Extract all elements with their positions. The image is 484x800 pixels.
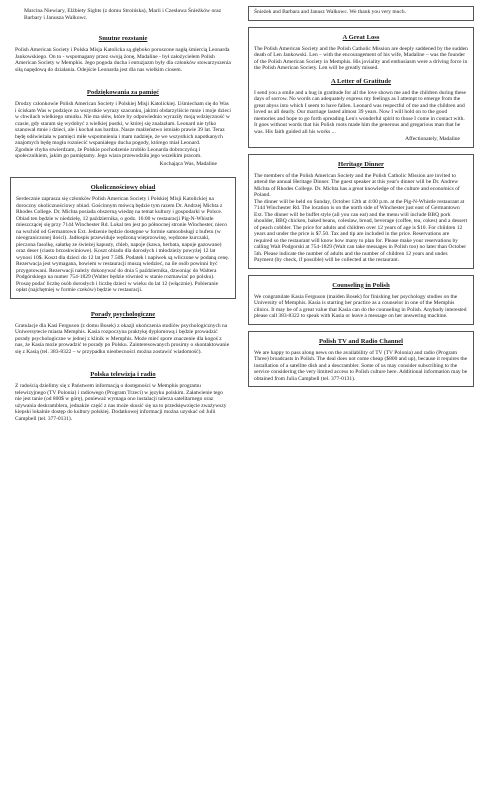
article-obiad [10,177,236,299]
article-title: A Letter of Gratitude [330,77,392,85]
article-body: We congratulate Kasia Ferguson (maiden Bosek) for finishing her psychology studies on the University of Memphis. Kasia is starting her practice as a counselor in one of the Memphis clinics. It may be of a great value that Kasia can do the counseling in Polish. Anybody interested please call 383-8322 to speak with Kasia or leave a message on her answering machine. [254,293,467,319]
article-podziekowania [10,83,236,171]
article-body: Serdecznie zaprasza się członków Polish American Society i Polskiej Misji Katolickiej na doroczny okolicznościowy obiad. Gościnnym mówcą będzie tym razem Dr. Andrzej Michta z Rhodes College. Dr. Michta posiada obszerną wiedzę na temat kultury i gospodarki w Polsce. Obiad ten będzie w niedzielę, 12 października, o godz. 16:00 w restauracji Pig-N-Whistle mieszczącej się przy 7144 Winchester Rd. Lokal ten jest po północnej stronie Winchester, nieco na wschód od Germantown Ext. Jedzenie będzie dostępne w formie samoobsługi z bufetu (w nieograniczonej ilości). Jadłospis przewiduje wędzoną wieprzowinę, wędzone kurczaki, pieczona fasolkę, sałatkę ze świeżej kapusty, chleb, napoje (kawa, herbata, napoje gazowane) oraz deser (ciasto brzoskwiniowe). Koszt obiadu dla dorosłych i młodzieży powyżej 12 lat wynosi 10$. Koszt dla dzieci do 12 lat jest 7.50$. Podatek i napiwek są wliczone w podaną cenę. Rezerwacja jest wymagana, bowiem w restauracji muszą wiedzieć, na ile osób powinni być przygotowani. Rezerwacji należy dokonywać do dnia 5 października, dzwoniąc do Waltera Podgórskiego na numer 754-1829 (Walter będzie również w stanie rozmawiać po polsku). Proszę podać liczbę osób dorosłych i liczbę dzieci w wieku do lat 12 (włącznie). Pobieranie opłat (najchętniej w formie czeków) będzie w restauracji. [16,196,230,294]
article-body: Z radością dzielimy się z Państwem informacją o dostępności w Memphis programu telewizyjnego (TV Polonia) i radiowego (Program Trzeci) w języku polskim. Załatwienie tego nie jest tanie (od 800$ w górę), ponieważ wymaga ono instalacji talerza satelitarnego oraz używania deskramblera, jednakże część z nas może skusić się na to przedsięwzięcie zważywszy kiepski lokalnie dostęp do kultury polskiej. Dodatkowej informacji można uzyskać od Julii Campbell (tel. 377-0131). [15,383,227,422]
article-title: Heritage Dinner [338,160,384,168]
continued-text: Śnieżek and Barbara and Janusz Walkowc. We thank you very much. [254,9,406,15]
article-smutne-rozstanie [10,29,236,77]
article-body: The members of the Polish American Society and the Polish Catholic Mission are invited to attend the annual Heritage Dinner. The guest speaker at this year's dinner will be Dr. Andrew Michta of Rhodes College. Dr. Michta has a great knowledge of the culture and economics of Poland. The dinner will be held on Sunday, October 12th at 4:00 p.m. at the Pig-N-Whistle restaurant at 7144 Winchester Rd. The location is on the north side of Winchester just east of Germantown Ext. The dinner will be buffet style (all you can eat) and the menu will include BBQ pork shoulder, BBQ chicken, baked beans, coleslaw, bread, beverage (coffee, tea, cokes) and a dessert of peach cobbler. The price for adults and children over 12 years of age is $10. For children 12 years and under the price is $7.50. Tax and tip are included in the price. Reservations are required so the restaurant will know how many to plan for. Please make your reservations by calling Walt Podgorski at 754-1829 (Walt can take messages in Polish too) no later than October 5th. Please indicate the number of adults and the number of children 12 years and under. Payment (by check, if possible) will be collected at the restaurant. [254,172,468,263]
article-title: Polish TV and Radio Channel [318,337,404,345]
article-title: Smutne rozstanie [98,35,148,43]
article-continuation-box [248,6,474,21]
article-counseling [248,275,474,325]
article-title: A Great Loss [342,33,380,41]
article-body: I send you a smile and a hug in gratitude for all the love shown me and the children during these days of sorrow. No words can adequately express my feelings as I attempt to emerge from the great abyss into which I seem to have fallen. Leonard was respectful of me and the children and loved us all dearly. Our marriage lasted almost 39 years. Now I will hold on to the good memories and hope to go forth spreading Len's wonderful spirit to those I come in contact with. It goes without words that his Polish roots made him the generous and gregarious man that he was. His faith guided all his works ... [254,89,466,135]
article-title: Porady psychologiczne [90,310,156,318]
article-body: We are happy to pass along news on the availability of TV (TV Polonia) and radio (Program Three) broadcasts in Polish. The deal does not come cheap ($800 and up), because it requires the installation of a satellite dish and a descrambler. Some of us may consider subscribing to the service considering the very limited access to Polish culture here. Additional information may be obtained from Julia Campbell (tel. 377-0131). [254,349,468,382]
article-title: Podziękowania za pamięć [86,89,160,97]
polish-column [10,6,236,432]
article-telewizja [10,365,236,426]
article-porady [10,305,236,360]
article-body: Gratulacje dla Kasi Ferguson (z domu Bosek) z okazji ukończenia studiów psychologicznych na Uniwersytecie miasta Memphis. Kasia rozpoczyna praktykę dyplomową i będzie prowadzić porady psychologiczne w jednej z klinik w Memphis. Może mieć spore znaczenie dla kogoś z nas, że Kasia może prowadzić te porady po Polsku. Zainteresowanych prosimy o skontaktowanie się z Kasią (tel. 383-8322 – w przypadku nieobecności można zostawić wiadomość). [15,322,230,355]
article-title: Counseling in Polish [332,281,390,289]
article-body: Drodzy członkowie Polish American Society i Polskiej Misji Katolickiej. Uśmiecham się do Was i ściskam Was w podzięce za wszystkie wyrazy szacunku, jakimi obdarzyliście mnie i moje dzieci w chwilach wielkiego smutku. Nie ma słów, które by odpowiednio wyraziły moją wdzięczność w czasie, gdy staram się wydobyć z wielkiej pustki, w której się znalazłam. Leonard nie tylko szanował mnie i dzieci, ale i kochał nas bardzo. Nasze małżeństwo istniało prawie 39 lat. Teraz będę odświeżała w pamięci miłe wspomnienia i mam nadzieje, że we wszystkich napotkanych znajomych będę mogła rozniecić wspaniałego ducha pogody, którego miał Leonard. Zgodnie chyba stwierdzam, że Polskie pochodzenie zrobiło Leonarda dobroczyńcą i społecznikiem, jakim go pamiętamy. Jego wiara przewodziła jego wszelkim pracom. [15,101,231,160]
article-body: The Polish American Society and the Polish Catholic Mission are deeply saddened by the sudden death of Len Jankowski. Len – with the encouragement of his wife, Madaline – was the founder of the Polish American Society in Memphis. His joviality and enthusiasm were a driving force in the Polish American Society. Len will be greatly missed. [254,45,468,71]
continued-text: Marcina Niewiary, Elżbiety Sights (z domu Stroińska), Marii i Czesława Śnieżków oraz Barbary i Janusza Walkowc. [24,8,222,21]
article-signature: Kochająca Was, Madaline [159,160,217,167]
article-title: Polska telewizja i radio [90,371,156,379]
article-great-loss [248,27,474,148]
article-heritage-dinner [248,154,474,269]
article-title: Okolicznościowy obiad [90,184,156,192]
article-body: Polish American Society i Polska Misja Katolicka są głęboko poruszone nagłą śmiercią Leonarda Jankowskiego. On to - wspomagany przez swoją żonę, Madaline - był założycielem Polish American Society w Memphis. Jego pogoda ducha i entuzjazm były dla członków stowarzyszenia siłą napędową do działania. Odejście Leonarda jest dla nas wielkim ciosem. [15,47,231,73]
english-column [248,6,474,393]
article-tv-radio [248,331,474,388]
article-signature: Affectionately, Madaline [405,136,460,142]
